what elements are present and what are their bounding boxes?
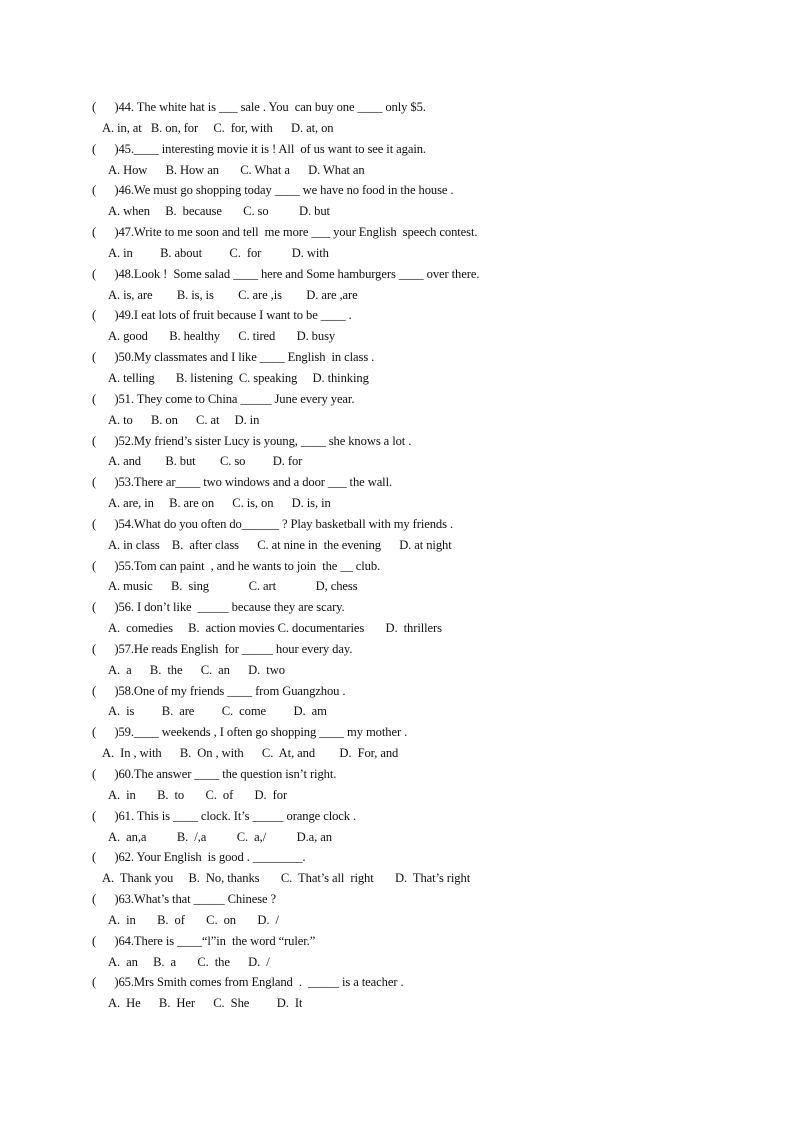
question-options: A. in, at B. on, for C. for, with D. at, on [102, 120, 334, 135]
question-text: ( )52.My friend’s sister Lucy is young, ____ she knows a lot . [92, 433, 412, 448]
question-text: ( )49.I eat lots of fruit because I want to be ____ . [92, 308, 352, 323]
question-options: A. in class B. after class C. at nine in the evening D. at night [108, 537, 452, 552]
question-options: A. in B. of C. on D. / [108, 912, 279, 927]
question-item [92, 97, 752, 139]
question-options: A. is, are B. is, is C. are ,is D. are ,are [108, 287, 358, 302]
question-options: A. Thank you B. No, thanks C. That’s all right D. That’s right [102, 871, 471, 886]
question-text: ( )63.What’s that _____ Chinese ? [92, 892, 277, 907]
question-options: A. telling B. listening C. speaking D. thinking [108, 370, 369, 385]
question-item [92, 597, 752, 639]
question-text: ( )45.____ interesting movie it is ! All of us want to see it again. [92, 141, 426, 156]
question-options: A. comedies B. action movies C. documentaries D. thrillers [108, 621, 442, 636]
question-options: A. are, in B. are on C. is, on D. is, in [108, 496, 331, 511]
question-text: ( )48.Look ! Some salad ____ here and Some hamburgers ____ over there. [92, 266, 480, 281]
question-text: ( )57.He reads English for _____ hour every day. [92, 641, 353, 656]
question-text: ( )46.We must go shopping today ____ we have no food in the house . [92, 183, 454, 198]
question-options: A. to B. on C. at D. in [108, 412, 260, 427]
question-text: ( )56. I don’t like _____ because they are scary. [92, 600, 345, 615]
question-item [92, 472, 752, 514]
question-item [92, 180, 752, 222]
question-options: A. good B. healthy C. tired D. busy [108, 329, 336, 344]
question-item [92, 139, 752, 181]
question-text: ( )65.Mrs Smith comes from England . _____ is a teacher . [92, 975, 404, 990]
question-item [92, 681, 752, 723]
question-item [92, 264, 752, 306]
question-item [92, 639, 752, 681]
question-item [92, 972, 752, 1014]
question-item [92, 931, 752, 973]
question-item [92, 389, 752, 431]
question-text: ( )64.There is ____“l”in the word “ruler.” [92, 933, 316, 948]
question-options: A. when B. because C. so D. but [108, 204, 330, 219]
question-options: A. and B. but C. so D. for [108, 454, 303, 469]
question-item [92, 514, 752, 556]
question-options: A. He B. Her C. She D. It [108, 996, 303, 1011]
question-text: ( )55.Tom can paint , and he wants to join the __ club. [92, 558, 381, 573]
question-options: A. in B. to C. of D. for [108, 787, 288, 802]
question-text: ( )51. They come to China _____ June every year. [92, 391, 355, 406]
question-item [92, 305, 752, 347]
question-options: A. is B. are C. come D. am [108, 704, 327, 719]
question-text: ( )60.The answer ____ the question isn’t right. [92, 767, 337, 781]
question-options: A. an,a B. /,a C. a,/ D.a, an [108, 829, 332, 844]
question-item [92, 806, 752, 848]
question-options: A. In , with B. On , with C. At, and D. For, and [102, 746, 399, 761]
question-options: A. in B. about C. for D. with [108, 245, 329, 260]
question-item [92, 847, 752, 889]
question-item [92, 889, 752, 931]
question-options: A. a B. the C. an D. two [108, 662, 285, 677]
question-item [92, 764, 752, 806]
question-text: ( )62. Your English is good . ________. [92, 850, 306, 865]
question-item [92, 722, 752, 764]
question-list [92, 97, 752, 1014]
question-text: ( )53.There ar____ two windows and a door ___ the wall. [92, 475, 393, 490]
question-options: A. How B. How an C. What a D. What an [108, 162, 365, 177]
question-text: ( )44. The white hat is ___ sale . You can buy one ____ only $5. [92, 100, 426, 114]
question-item [92, 347, 752, 389]
question-text: ( )47.Write to me soon and tell me more ___ your English speech contest. [92, 225, 478, 240]
question-text: ( )50.My classmates and I like ____ English in class . [92, 350, 375, 365]
question-text: ( )54.What do you often do______ ? Play basketball with my friends . [92, 516, 454, 531]
question-item [92, 222, 752, 264]
question-item [92, 556, 752, 598]
question-text: ( )59.____ weekends , I often go shopping ____ my mother . [92, 725, 408, 740]
question-text: ( )61. This is ____ clock. It’s _____ orange clock . [92, 808, 357, 823]
question-text: ( )58.One of my friends ____ from Guangzhou . [92, 683, 346, 698]
question-options: A. music B. sing C. art D, chess [108, 579, 358, 594]
question-options: A. an B. a C. the D. / [108, 954, 270, 969]
question-item [92, 431, 752, 473]
